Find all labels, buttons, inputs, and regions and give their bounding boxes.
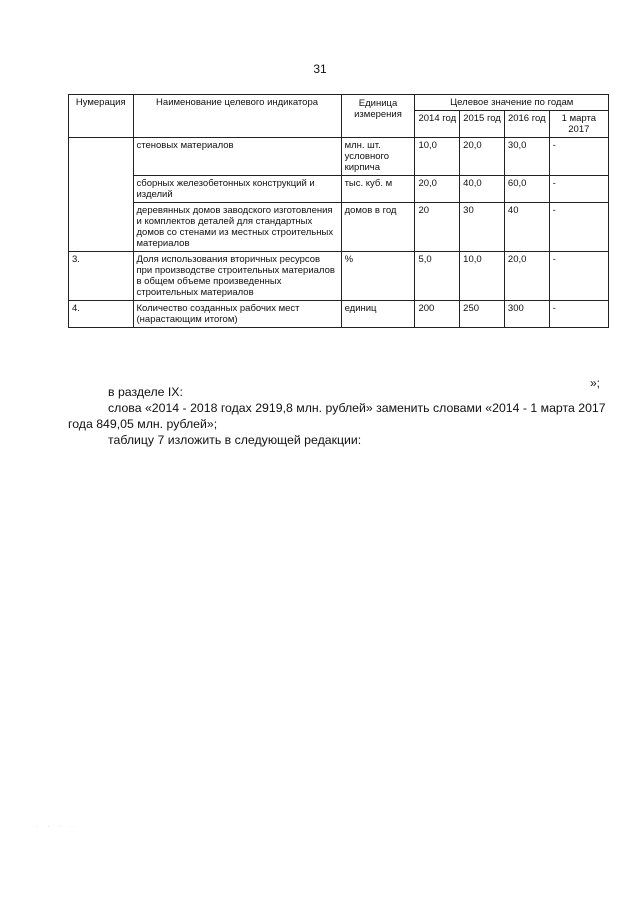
table-header-row <box>69 95 609 111</box>
row-unit: % <box>341 252 415 301</box>
row-value-2014: 5,0 <box>415 252 460 301</box>
target-indicators-table <box>68 94 609 328</box>
table-row <box>69 301 609 328</box>
row-value-2017: - <box>549 138 608 176</box>
row-indicator-name: сборных железобетонных конструкций и изделий <box>133 176 341 203</box>
scan-artifact: · · · · <box>36 824 77 830</box>
row-value-2014: 20 <box>415 203 460 252</box>
row-value-2016: 20,0 <box>504 252 549 301</box>
row-indicator-name: Количество созданных рабочих мест (нарастающим итогом) <box>133 301 341 328</box>
row-unit: единиц <box>341 301 415 328</box>
row-value-2017: - <box>549 252 608 301</box>
closing-quote: »; <box>590 376 601 390</box>
row-indicator-name: стеновых материалов <box>133 138 341 176</box>
header-year-march-2017: 1 марта 2017 <box>549 111 608 138</box>
row-value-2015: 20,0 <box>460 138 505 176</box>
row-value-2014: 20,0 <box>415 176 460 203</box>
row-value-2017: - <box>549 203 608 252</box>
header-year-2014: 2014 год <box>415 111 460 138</box>
row-value-2015: 30 <box>460 203 505 252</box>
row-unit: домов в год <box>341 203 415 252</box>
table-row <box>69 138 609 176</box>
table-row <box>69 203 609 252</box>
row-number: 3. <box>69 252 134 301</box>
paragraph-table-7: таблицу 7 изложить в следующей редакции: <box>108 433 362 447</box>
header-numbering: Нумерация <box>69 95 134 138</box>
row-indicator-name: деревянных домов заводского изготовления и комплектов деталей для стандартных домов со стенами из местных строительных материалов <box>133 203 341 252</box>
row-number <box>69 138 134 252</box>
row-value-2016: 300 <box>504 301 549 328</box>
row-value-2015: 40,0 <box>460 176 505 203</box>
row-value-2015: 250 <box>460 301 505 328</box>
table-row <box>69 252 609 301</box>
paragraph-replace-words: слова «2014 - 2018 годах 2919,8 млн. рублей» заменить словами «2014 - 1 марта 2017 года 849,05 млн. рублей»; <box>68 401 606 431</box>
row-unit: тыс. куб. м <box>341 176 415 203</box>
page-number: 31 <box>313 62 327 76</box>
header-year-2016: 2016 год <box>504 111 549 138</box>
row-value-2016: 30,0 <box>504 138 549 176</box>
row-value-2015: 10,0 <box>460 252 505 301</box>
row-indicator-name: Доля использования вторичных ресурсов при производстве строительных материалов в общем объеме произведенных строительных материалов <box>133 252 341 301</box>
row-value-2016: 40 <box>504 203 549 252</box>
header-year-2015: 2015 год <box>460 111 505 138</box>
row-value-2017: - <box>549 176 608 203</box>
row-value-2016: 60,0 <box>504 176 549 203</box>
row-value-2014: 10,0 <box>415 138 460 176</box>
header-indicator-name: Наименование целевого индикатора <box>133 95 341 138</box>
table-row <box>69 176 609 203</box>
amendment-text <box>68 384 613 448</box>
row-number: 4. <box>69 301 134 328</box>
header-unit: Единица измерения <box>341 95 415 138</box>
row-value-2017: - <box>549 301 608 328</box>
row-value-2014: 200 <box>415 301 460 328</box>
row-unit: млн. шт. условного кирпича <box>341 138 415 176</box>
header-target-values: Целевое значение по годам <box>415 95 609 111</box>
paragraph-section-ix: в разделе IX: <box>108 385 183 399</box>
